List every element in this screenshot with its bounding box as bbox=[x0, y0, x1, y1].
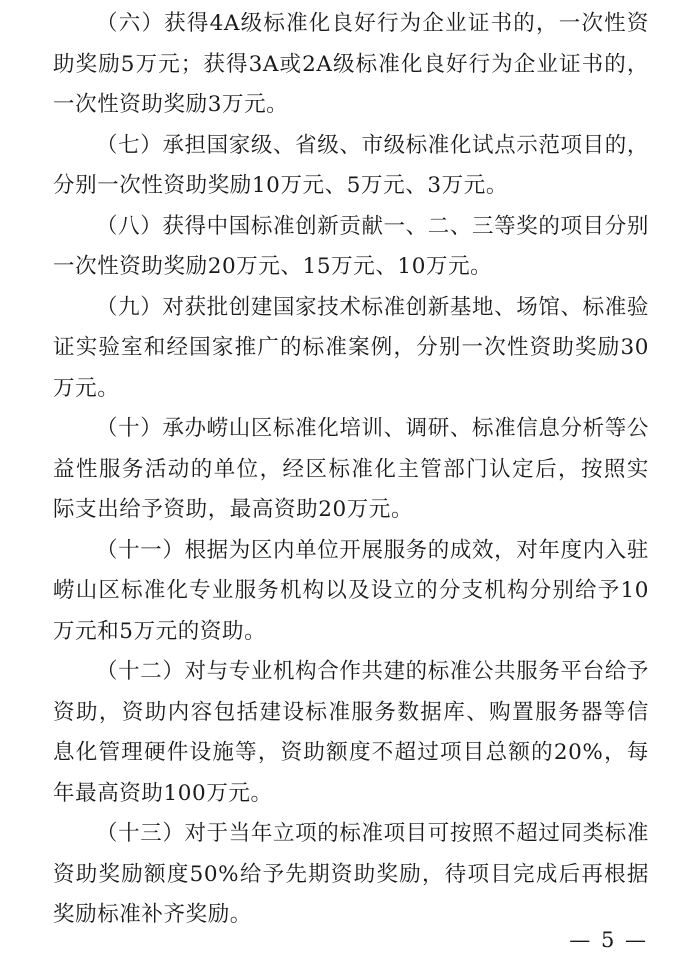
paragraph-item-6: （六）获得4A级标准化良好行为企业证书的，一次性资助奖励5万元；获得3A或2A级标准化良好行为企业证书的，一次性资助奖励3万元。 bbox=[53, 11, 649, 117]
document-body bbox=[53, 4, 649, 936]
paragraph-item-11: （十一）根据为区内单位开展服务的成效，对年度内入驻崂山区标准化专业服务机构以及设立的分支机构分别给予10万元和5万元的资助。 bbox=[53, 537, 649, 644]
paragraph-item-9: （九）对获批创建国家技术标准创新基地、场馆、标准验证实验室和经国家推广的标准案例，分别一次性资助奖励30万元。 bbox=[53, 294, 649, 401]
page-number: — 5 — bbox=[569, 928, 648, 952]
paragraph-item-10: （十）承办崂山区标准化培训、调研、标准信息分析等公益性服务活动的单位，经区标准化主管部门认定后，按照实际支出给予资助，最高资助20万元。 bbox=[53, 416, 649, 522]
paragraph-item-13: （十三）对于当年立项的标准项目可按照不超过同类标准资助奖励额度50%给予先期资助奖励，待项目完成后再根据奖励标准补齐奖励。 bbox=[53, 821, 649, 927]
paragraph-item-7: （七）承担国家级、省级、市级标准化试点示范项目的，分别一次性资助奖励10万元、5万元、3万元。 bbox=[53, 132, 649, 198]
paragraph-item-12: （十二）对与专业机构合作共建的标准公共服务平台给予资助，资助内容包括建设标准服务数据库、购置服务器等信息化管理硬件设施等，资助额度不超过项目总额的20%，每年最高资助100万元。 bbox=[53, 659, 649, 806]
paragraph-item-8: （八）获得中国标准创新贡献一、二、三等奖的项目分别一次性资助奖励20万元、15万元、10万元。 bbox=[53, 213, 649, 279]
